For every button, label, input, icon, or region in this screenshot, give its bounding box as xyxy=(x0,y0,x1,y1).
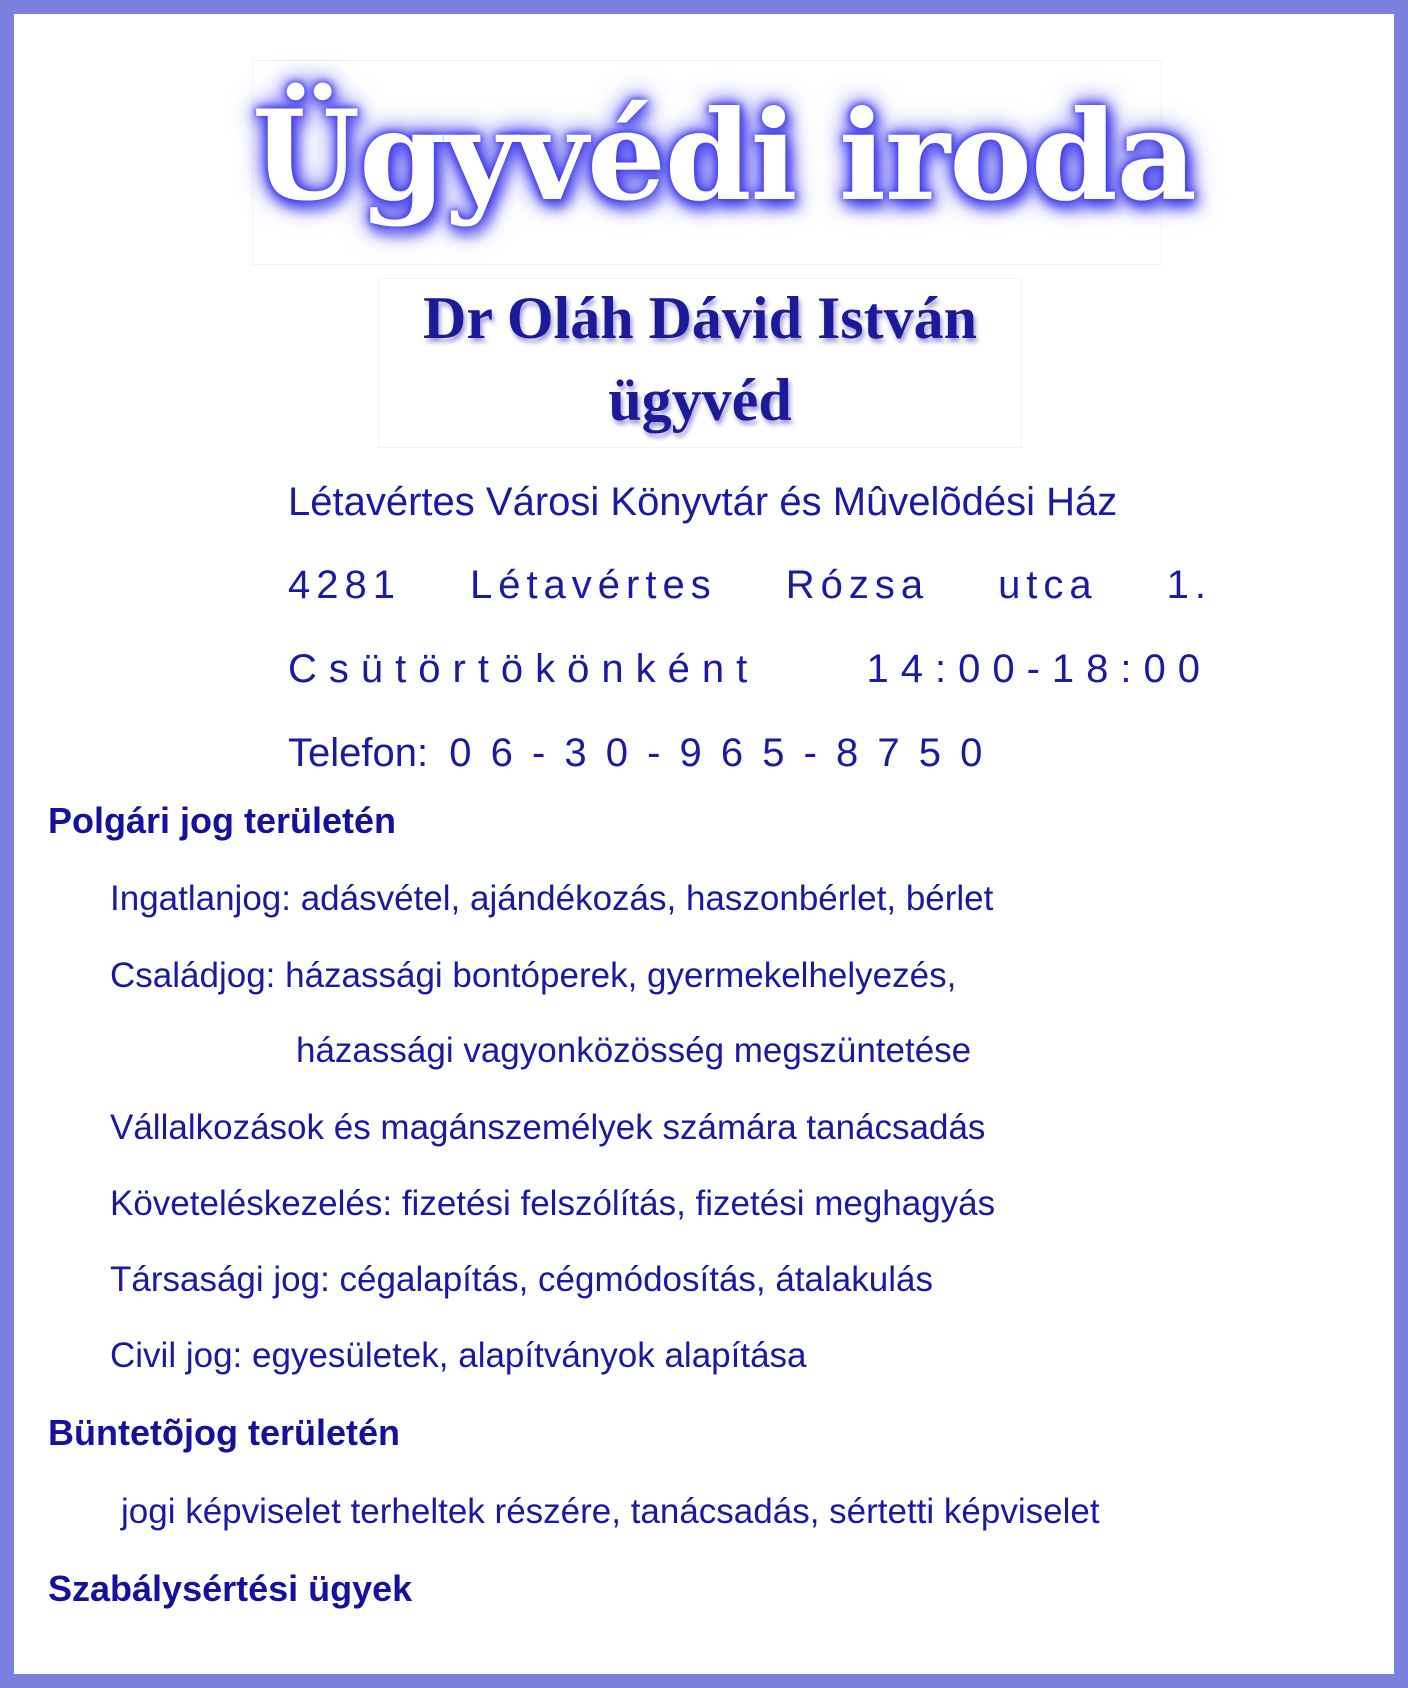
list-item: házassági vagyonközösség megszüntetése xyxy=(296,1031,972,1070)
address-street-type: utca xyxy=(998,563,1098,607)
address-city: Létavértes xyxy=(469,563,717,607)
address-zip: 4281 xyxy=(288,563,401,607)
list-item: Ingatlanjog: adásvétel, ajándékozás, haszonbérlet, bérlet xyxy=(110,879,994,918)
phone-label: Telefon: xyxy=(288,731,429,775)
venue-line: Létavértes Városi Könyvtár és Mûvelõdési Ház xyxy=(288,480,1118,524)
phone-number: 0 6 - 3 0 - 9 6 5 - 8 7 5 0 xyxy=(449,731,987,775)
list-item: Családjog: házassági bontóperek, gyermekelhelyezés, xyxy=(110,956,957,995)
list-item: jogi képviselet terheltek részére, tanácsadás, sértetti képviselet xyxy=(121,1492,1100,1531)
list-item: Követeléskezelés: fizetési felszólítás, fizetési meghagyás xyxy=(110,1184,996,1223)
section-heading-criminal: Büntetõjog területén xyxy=(48,1412,400,1453)
hours-line xyxy=(288,645,1212,693)
lawyer-role: ügyvéd xyxy=(608,367,792,433)
section-heading-civil: Polgári jog területén xyxy=(48,800,397,841)
hours-time: 14:00-18:00 xyxy=(866,647,1212,691)
list-item: Vállalkozások és magánszemélyek számára tanácsadás xyxy=(110,1108,986,1147)
page-title: Ügyvédi iroda xyxy=(252,84,1197,229)
address-line xyxy=(288,561,1212,609)
phone-line xyxy=(288,729,986,777)
list-item: Civil jog: egyesületek, alapítványok alapítása xyxy=(110,1336,807,1375)
lawyer-name: Dr Oláh Dávid István xyxy=(422,285,977,351)
list-item: Társasági jog: cégalapítás, cégmódosítás, átalakulás xyxy=(110,1260,933,1299)
address-number: 1. xyxy=(1166,563,1212,607)
address-street: Rózsa xyxy=(785,563,930,607)
section-heading-misdemeanor: Szabálysértési ügyek xyxy=(48,1568,413,1609)
hours-day: Csütörtökönként xyxy=(288,647,760,691)
